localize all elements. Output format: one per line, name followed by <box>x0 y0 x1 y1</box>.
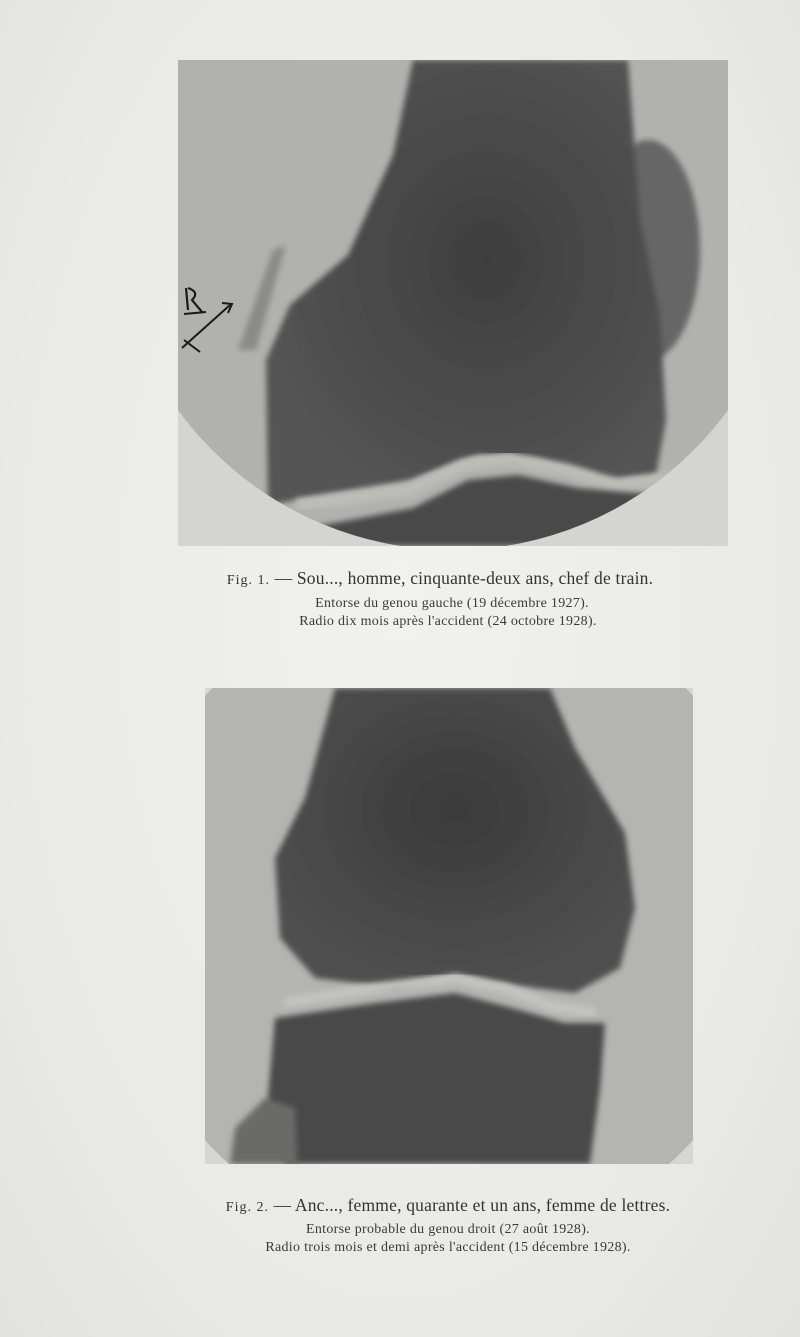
figure-1-label: Fig. 1. <box>226 573 271 588</box>
figure-1-title: — Sou..., homme, cinquante-deux ans, chef de train. <box>270 568 654 588</box>
knee-xray-image-1 <box>178 60 728 546</box>
radiograph-figure-1 <box>178 60 728 546</box>
figure-2-title: — Anc..., femme, quarante et un ans, femme de lettres. <box>268 1195 671 1215</box>
figure-1-caption-title <box>40 568 800 589</box>
figure-2-caption-line-1: Entorse probable du genou droit (27 août 1928). <box>306 1222 590 1237</box>
knee-xray-image-2 <box>205 688 693 1164</box>
figure-1-caption-line-1: Entorse du genou gauche (19 décembre 1927). <box>315 596 589 611</box>
figure-2-caption-line-2: Radio trois mois et demi après l'accident (15 décembre 1928). <box>265 1240 631 1255</box>
figure-1-caption-line-2: Radio dix mois après l'accident (24 octobre 1928). <box>299 614 597 629</box>
figure-2-caption-title <box>48 1195 800 1216</box>
radiograph-figure-2 <box>205 688 693 1164</box>
figure-2-label: Fig. 2. <box>225 1200 269 1215</box>
